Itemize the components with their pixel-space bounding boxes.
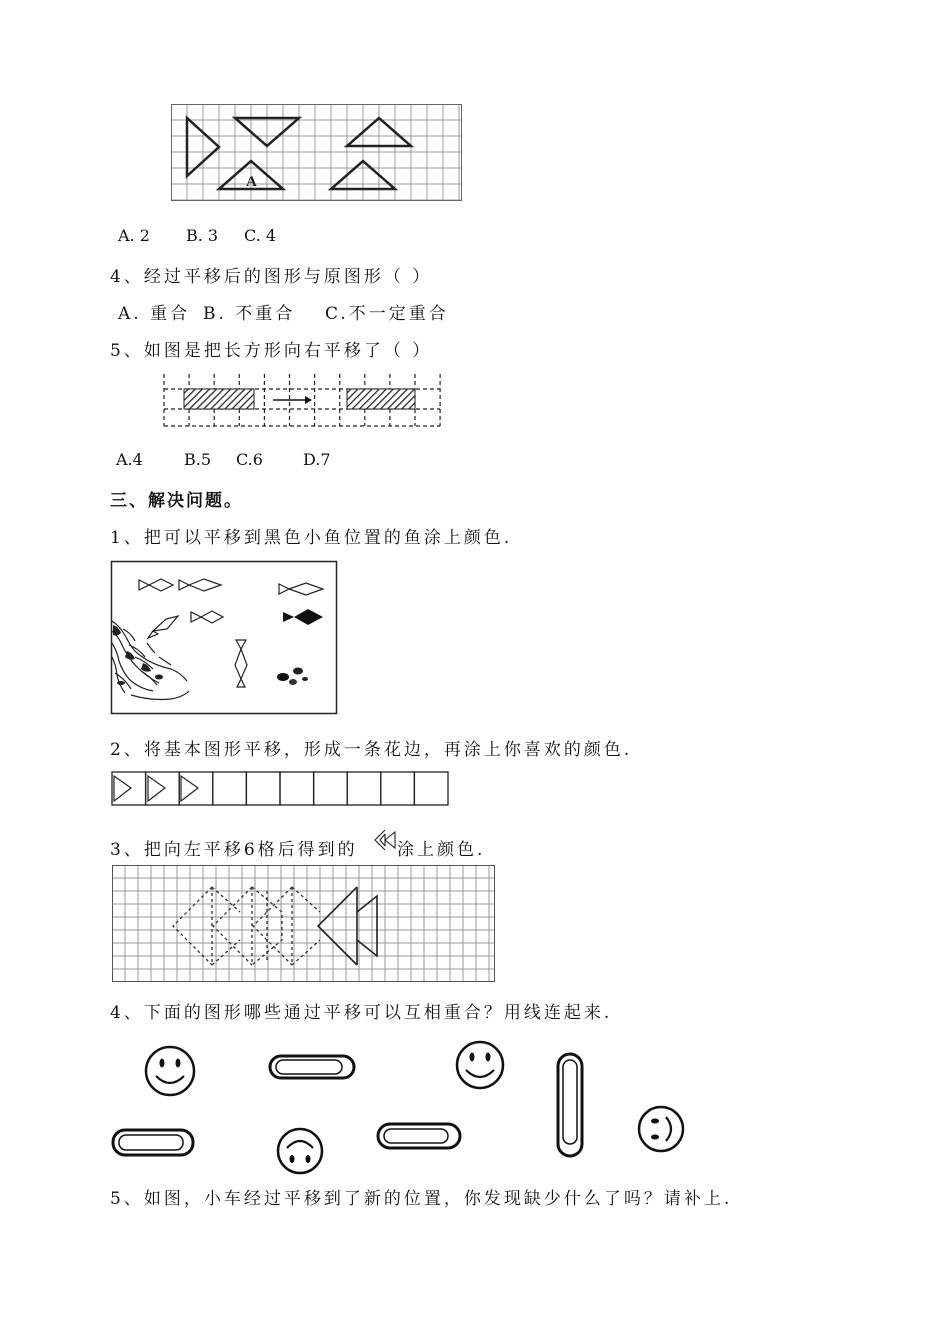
moved-rectangle bbox=[347, 389, 415, 409]
q5-question: 5、如图是把长方形向右平移了（ ） bbox=[110, 341, 433, 361]
sideways-smiley-icon bbox=[639, 1107, 683, 1151]
strip-cell bbox=[314, 772, 348, 805]
paperclip-horizontal-3 bbox=[378, 1124, 460, 1148]
arrow-shape-icon bbox=[373, 828, 397, 852]
problem-5-text: 5、如图，小车经过平移到了新的位置，你发现缺少什么了吗？请补上. bbox=[110, 1189, 733, 1209]
strip-cell bbox=[112, 772, 146, 805]
strip-cell bbox=[280, 772, 314, 805]
solid-arrow-shape bbox=[318, 887, 377, 965]
problem-3-text-after: 涂上颜色. bbox=[397, 840, 486, 860]
q3-option-b: B. 3 bbox=[186, 226, 219, 245]
q5-option-b: B.5 bbox=[184, 450, 212, 469]
triangle-icon-1 bbox=[114, 776, 131, 801]
triangle-grid-figure bbox=[171, 104, 463, 202]
q4-option-c: C.不一定重合 bbox=[325, 304, 449, 324]
original-rectangle bbox=[184, 389, 254, 409]
problem-3-text-before: 3、把向左平移6格后得到的 bbox=[110, 840, 358, 860]
problem-1-text: 1、把可以平移到黑色小鱼位置的鱼涂上颜色. bbox=[110, 528, 513, 548]
problem-2-text: 2、将基本图形平移，形成一条花边，再涂上你喜欢的颜色. bbox=[110, 740, 633, 760]
paperclip-horizontal-2 bbox=[113, 1130, 193, 1155]
dashed-shapes bbox=[173, 887, 320, 965]
q3-option-a: A. 2 bbox=[118, 226, 150, 245]
problem-4-text: 4、下面的图形哪些通过平移可以互相重合？用线连起来. bbox=[110, 1003, 613, 1023]
paperclip-horizontal-1 bbox=[270, 1056, 354, 1078]
arrow-shape-grid bbox=[112, 865, 496, 983]
upside-down-smiley-icon bbox=[278, 1129, 322, 1173]
right-arrow-icon bbox=[305, 396, 312, 404]
q5-option-c: C.6 bbox=[236, 450, 263, 469]
triangle-a-label: A bbox=[246, 174, 257, 190]
section-heading: 三、解决问题。 bbox=[110, 491, 243, 511]
triangle-icon-2 bbox=[148, 776, 165, 801]
q4-option-b: B. 不重合 bbox=[203, 304, 296, 324]
rectangle-translation-figure bbox=[162, 372, 444, 432]
q4-option-a: A. 重合 bbox=[118, 304, 191, 324]
smiley-face-icon-2 bbox=[457, 1042, 503, 1088]
strip-cell bbox=[146, 772, 180, 805]
q4-question: 4、经过平移后的图形与原图形（ ） bbox=[110, 267, 433, 287]
q3-option-c: C. 4 bbox=[244, 226, 277, 245]
q5-option-d: D.7 bbox=[303, 450, 331, 469]
strip-cell bbox=[213, 772, 247, 805]
strip-cell bbox=[246, 772, 280, 805]
strip-cell bbox=[347, 772, 381, 805]
matching-shapes bbox=[110, 1038, 690, 1178]
strip-cell bbox=[179, 772, 213, 805]
fish-picture bbox=[111, 561, 337, 714]
q5-option-a: A.4 bbox=[116, 450, 143, 469]
border-pattern-strip bbox=[111, 771, 451, 807]
triangle-icon-3 bbox=[181, 776, 198, 801]
strip-cell bbox=[414, 772, 448, 805]
paperclip-vertical bbox=[558, 1054, 582, 1156]
smiley-face-icon-1 bbox=[146, 1047, 194, 1095]
strip-cell bbox=[381, 772, 415, 805]
